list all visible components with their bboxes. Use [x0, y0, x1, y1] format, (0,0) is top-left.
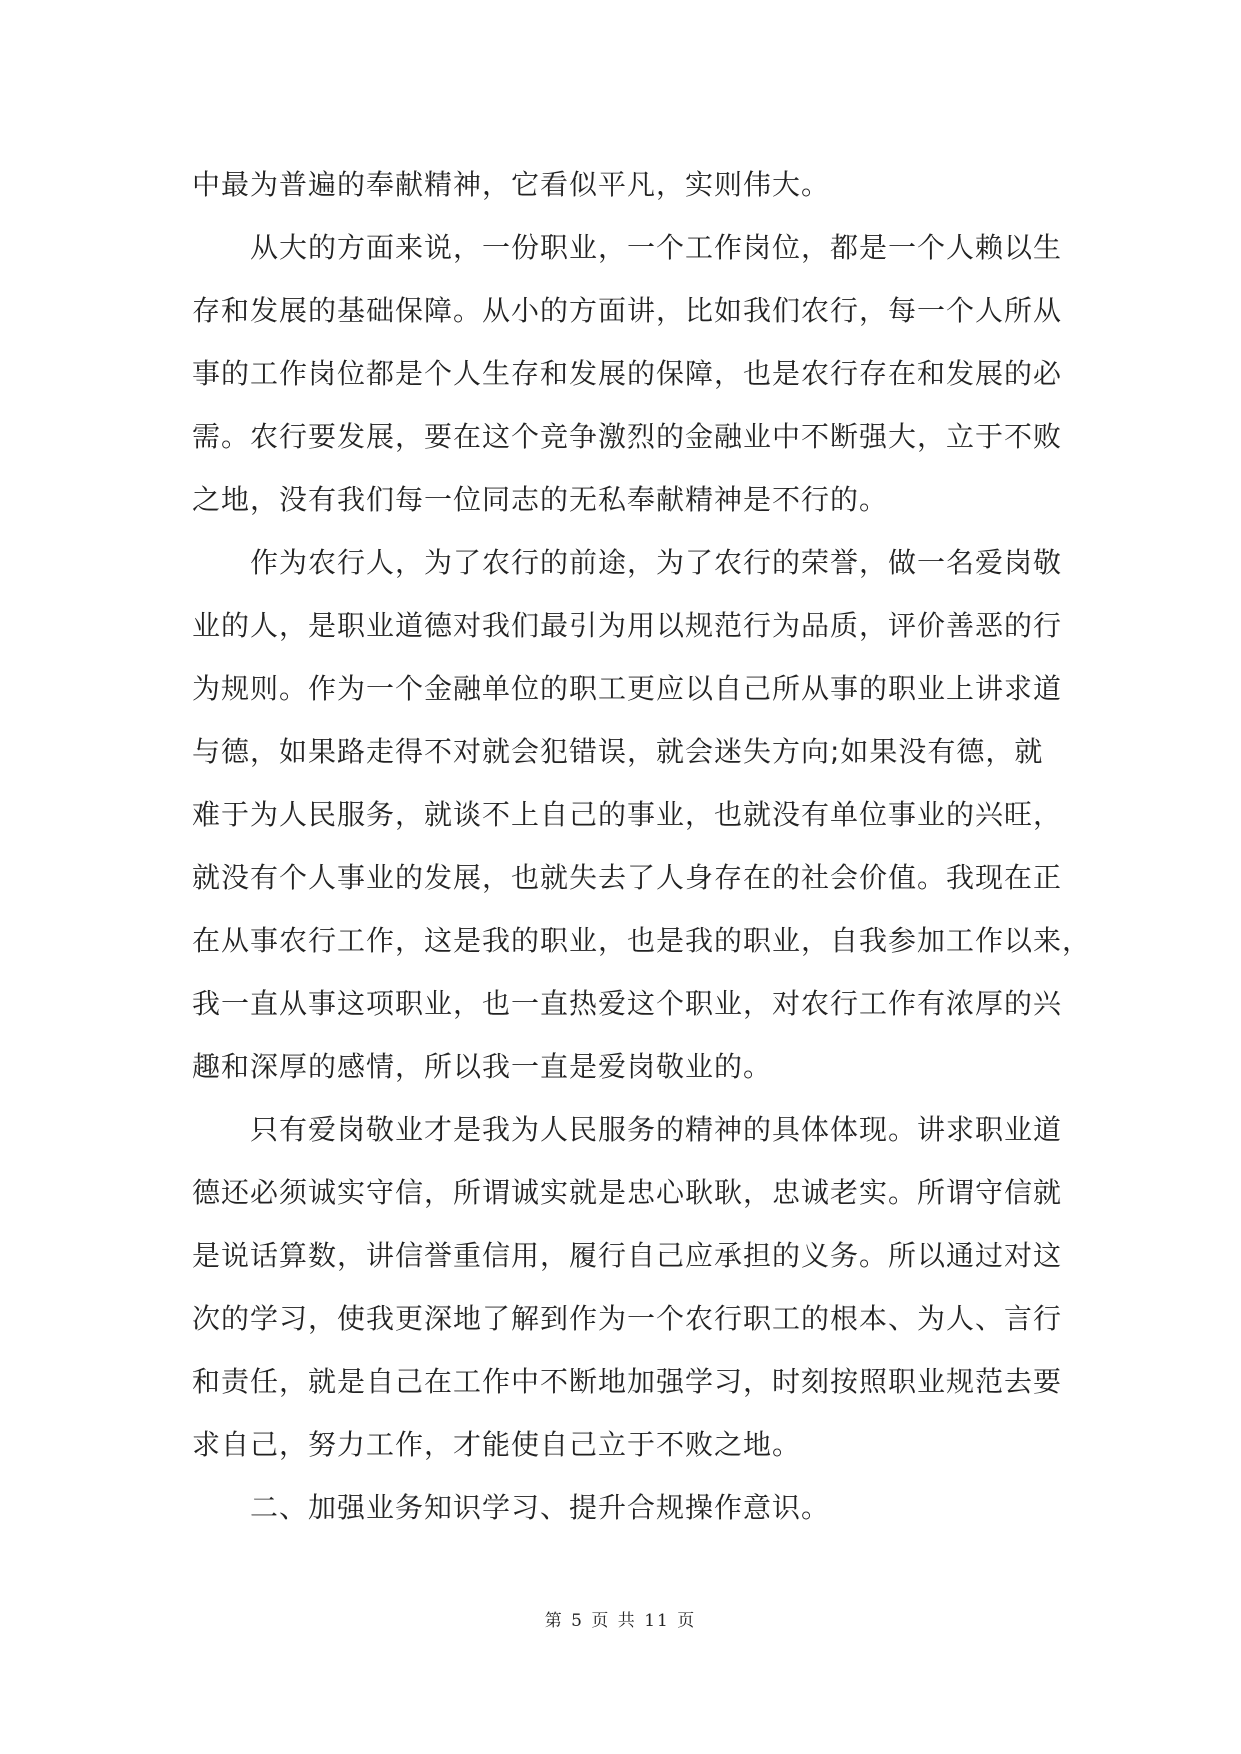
text-line: 业的人，是职业道德对我们最引为用以规范行为品质，评价善恶的行	[192, 609, 1063, 642]
text-line: 难于为人民服务，就谈不上自己的事业，也就没有单位事业的兴旺，	[192, 798, 1063, 831]
text-line: 只有爱岗敬业才是我为人民服务的精神的具体体现。讲求职业道	[192, 1113, 1063, 1146]
text-line: 是说话算数，讲信誉重信用，履行自己应承担的义务。所以通过对这	[192, 1239, 1063, 1272]
text-line: 求自己，努力工作，才能使自己立于不败之地。	[192, 1428, 802, 1461]
text-line: 为规则。作为一个金融单位的职工更应以自己所从事的职业上讲求道	[192, 672, 1063, 705]
text-line: 需。农行要发展，要在这个竞争激烈的金融业中不断强大，立于不败	[192, 420, 1063, 453]
text-line: 之地，没有我们每一位同志的无私奉献精神是不行的。	[192, 483, 889, 516]
text-line: 德还必须诚实守信，所谓诚实就是忠心耿耿，忠诚老实。所谓守信就	[192, 1176, 1063, 1209]
text-line: 就没有个人事业的发展，也就失去了人身存在的社会价值。我现在正	[192, 861, 1063, 894]
text-line: 存和发展的基础保障。从小的方面讲，比如我们农行，每一个人所从	[192, 294, 1063, 327]
text-line: 和责任，就是自己在工作中不断地加强学习，时刻按照职业规范去要	[192, 1365, 1063, 1398]
page-number-footer: 第 5 页 共 11 页	[544, 1611, 697, 1631]
text-line: 趣和深厚的感情，所以我一直是爱岗敬业的。	[192, 1050, 773, 1083]
text-line: 作为农行人，为了农行的前途，为了农行的荣誉，做一名爱岗敬	[192, 546, 1063, 579]
section-heading: 二、加强业务知识学习、提升合规操作意识。	[192, 1491, 831, 1524]
text-line: 我一直从事这项职业，也一直热爱这个职业，对农行工作有浓厚的兴	[192, 987, 1063, 1020]
text-line: 在从事农行工作，这是我的职业，也是我的职业，自我参加工作以来，	[192, 924, 1092, 957]
text-line: 中最为普遍的奉献精神，它看似平凡，实则伟大。	[192, 168, 831, 201]
text-line: 次的学习，使我更深地了解到作为一个农行职工的根本、为人、言行	[192, 1302, 1063, 1335]
text-line: 与德，如果路走得不对就会犯错误，就会迷失方向;如果没有德，就	[192, 735, 1044, 768]
text-line: 从大的方面来说，一份职业，一个工作岗位，都是一个人赖以生	[192, 231, 1063, 264]
body-text	[192, 153, 1092, 1539]
text-line: 事的工作岗位都是个人生存和发展的保障，也是农行存在和发展的必	[192, 357, 1063, 390]
